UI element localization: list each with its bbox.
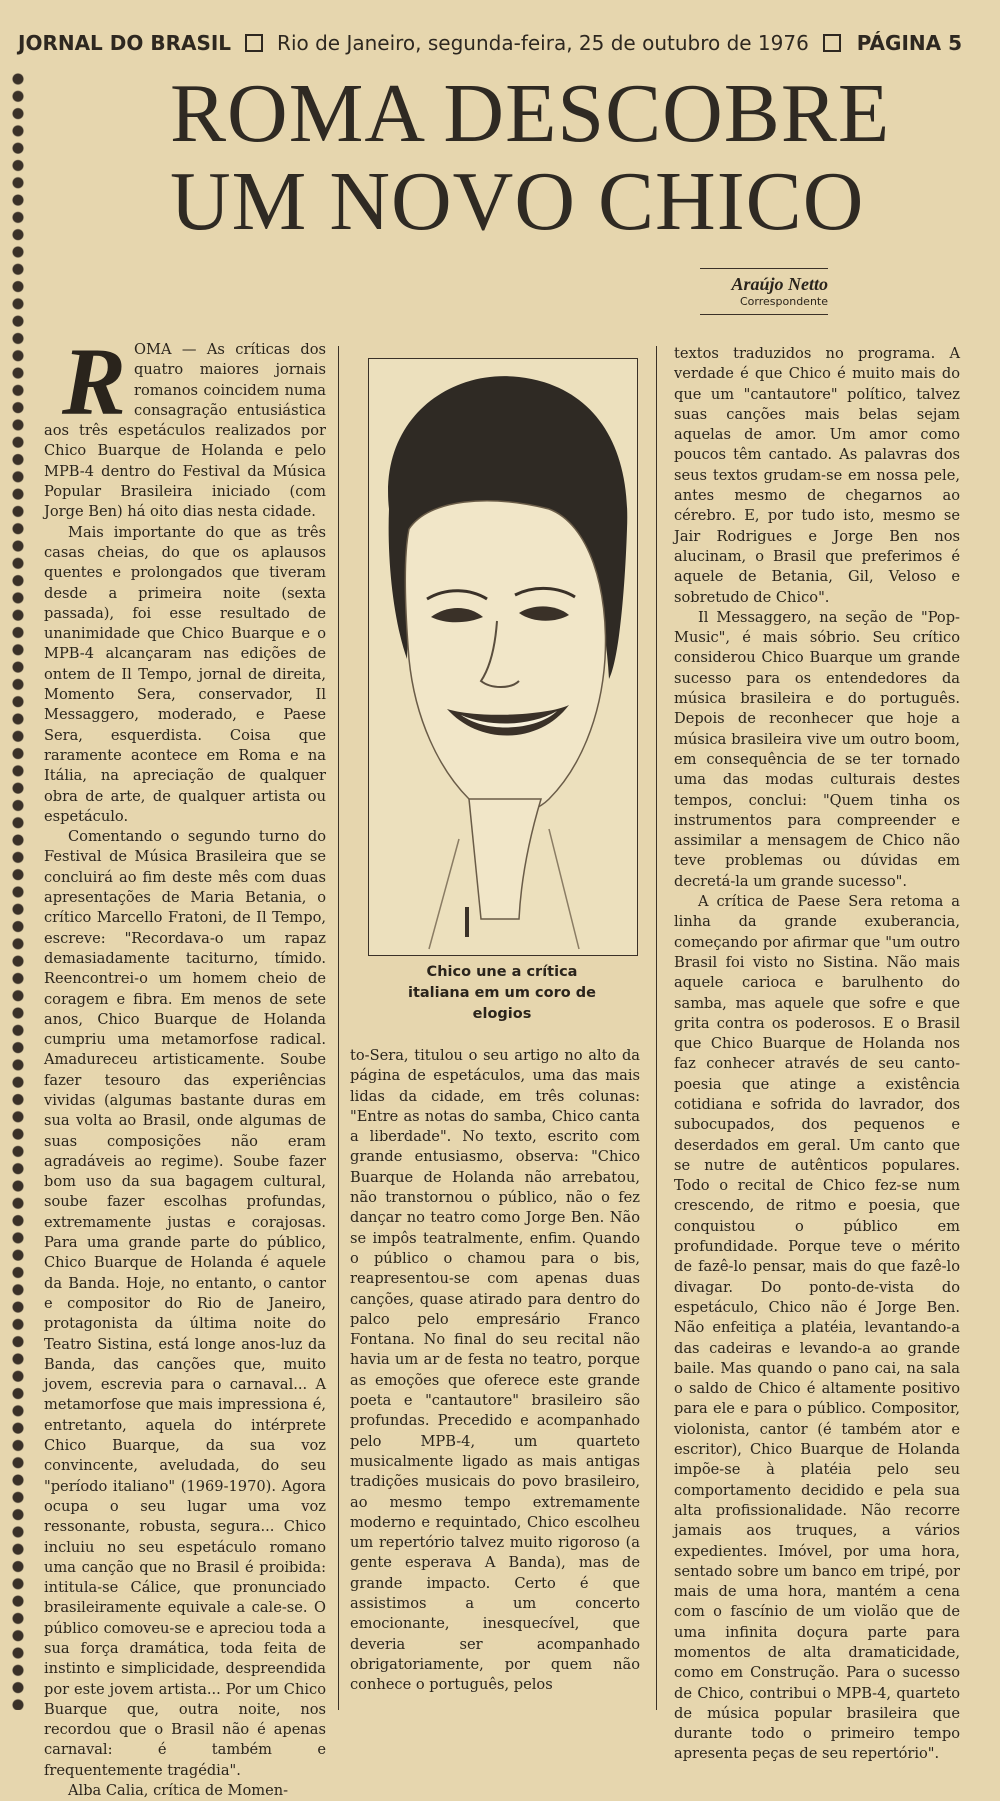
author-role: Correspondente: [739, 295, 828, 308]
paragraph: textos traduzidos no programa. A verdade é que Chico é muito mais do que um "cantautore" político, talvez suas canções mais belas sejam aquelas de amor. Um amor como poucos têm cantado. As palavras dos seus textos grudam-se em nossa pele, antes mesmo de chegarnos ao cérebro. E, por tudo isto, mesmo se Jair Rodrigues e Jorge Ben nos alucinam, o Brasil que preferimos é aquele de Betania, Gil, Veloso e sobretudo de Chico".: [674, 345, 960, 606]
square-bullet-icon: [823, 34, 841, 52]
portrait-photo: [368, 358, 638, 956]
paragraph: Comentando o segundo turno do Festival de Música Brasileira que se concluirá ao fim deste mês com duas apresentações de Maria Betania, o crítico Marcello Fratoni, de Il Tempo, escreve: "Recordava-o um rapaz demasiadamente taciturno, tímido. Reencontrei-o um homem cheio de coragem e fibra. Em menos de sete anos, Chico Buarque de Holanda cumpriu uma metamorfose radical. Amadureceu artisticamente. Soube fazer tesouro das experiências vividas (algumas bastante duras em sua volta ao Brasil, onde algumas de suas composições não eram agradáveis ao regime). Soube fazer bom uso da sua bagagem cultural, soube fazer escolhas profundas, extremamente justas e corajosas. Para uma grande parte do público, Chico Buarque de Holanda é aquele da Banda. Hoje, no entanto, o cantor e compositor do Rio de Janeiro, protagonista da última noite do Teatro Sistina, está longe anos-luz da Banda, das canções que, muito jovem, escrevia para o carnaval... A metamorfose que mais impressiona é, entretanto, aquela do intérprete Chico Buarque, da sua voz convincente, aveludada, do seu "período italiano" (1969-1970). Agora ocupa o seu lugar uma voz ressonante, robusta, segura... Chico incluiu no seu espetáculo romano uma canção que no Brasil é proibida: intitula-se Cálice, que pronunciado brasileiramente equivale a cale-se. O público comoveu-se e apreciou toda a sua força dramática, toda feita de instinto e simplicidade, despreendida por este jovem artista... Por um Chico Buarque que, outra noite, nos recordou que o Brasil não é apenas carnaval: é também e frequentemente tragédia".: [44, 828, 326, 1779]
square-bullet-icon: [245, 34, 263, 52]
article-column-1: [44, 328, 326, 1800]
photo-caption: Chico une a crítica italiana em um coro de elogios: [408, 964, 596, 1022]
paragraph: A crítica de Paese Sera retoma a linha da grande exuberancia, começando por afirmar que "um outro Brasil foi visto no Sistina. Não mais aquele carioca e barulhento do samba, mas aquele que sofre e que grita contra os poderosos. E o Brasil que Chico Buarque de Holanda nos faz conhecer através de seu canto-poesia que atinge a existência cotidiana e sofrida do lavrador, dos subocupados, dos pequenos e deserdados em geral. Um canto que se nutre de autênticos populares. Todo o recital de Chico fez-se num crescendo, de ritmo e poesia, que conquistou o público em profundidade. Porque teve o mérito de fazê-lo pensar, mais do que fazê-lo divagar. Do ponto-de-vista do espetáculo, Chico não é Jorge Ben. Não enfeitiça a platéia, levantando-a das cadeiras e levando-a ao grande baile. Mas quando o pano cai, na sala o saldo de Chico é altamente positivo para ele e para o público. Compositor, violonista, cantor (é também ator e escritor), Chico Buarque de Holanda impõe-se à platéia pelo seu comportamento decidido e pela sua alta profissionalidade. Não recorre jamais aos truques, a vários expedientes. Imóvel, por uma hora, sentado sobre um banco em tripé, por mais de uma hora, mantém a cena com o fascínio de um violão que de uma infinita doçura parte para momentos de alta dramaticidade, como em Construção. Para o sucesso de Chico, contribui o MPB-4, quarteto de música popular brasileira que durante todo o primeiro tempo apresenta peças de seu repertório".: [674, 893, 960, 1763]
column-rule: [338, 346, 339, 1710]
paragraph: to-Sera, titulou o seu artigo no alto da página de espetáculos, uma das mais lidas da cidade, em três colunas: "Entre as notas do samba, Chico canta a liberdade". No texto, escrito com grande entusiasmo, observa: "Chico Buarque de Holanda não arrebatou, não transtornou o público, não o fez dançar no teatro como Jorge Ben. Não se impôs teatralmente, enfim. Quando o público o chamou para o bis, reapresentou-se com apenas duas canções, quase atirado para dentro do palco pelo empresário Franco Fontana. No final do seu recital não havia um ar de festa no teatro, porque as emoções que oferece este grande poeta e "cantautore" brasileiro são profundas. Precedido e acompanhado pelo MPB-4, um quarteto musicalmente ligado as mais antigas tradições musicais do povo brasileiro, ao mesmo tempo extremamente moderno e requintado, Chico escolheu um repertório talvez muito rigoroso (a gente esperava A Banda), mas de grande impacto. Certo é que assistimos a um concerto emocionante, inesquecível, que deveria ser acompanhado obrigatoriamente, por quem não conhece o português, pelos: [350, 1047, 640, 1694]
column-rule: [656, 346, 657, 1710]
article-column-2: [350, 1046, 640, 1710]
page-number: PÁGINA 5: [856, 31, 962, 55]
paragraph: Il Messaggero, na seção de "Pop-Music", é mais sóbrio. Seu crítico considerou Chico Buarque um grande sucesso para os entendedores da música brasileira e do português. Depois de reconhecer que hoje a música brasileira vive um outro boom, em consequência de se ter tornado uma das modas culturais destes tempos, conclui: "Quem tinha os instrumentos para compreender e assimilar a mensagem de Chico não teve problemas ou dúvidas em decretá-la um grande sucesso".: [674, 608, 960, 890]
headline-line-2: UM NOVO CHICO: [170, 155, 865, 248]
paragraph: OMA — As críticas dos quatro maiores jornais romanos coincidem numa consagração entusiástica aos três espetáculos realizados por Chico Buarque de Holanda e pelo MPB-4 dentro do Festival da Música Popular Brasileira iniciado (com Jorge Ben) há oito dias nesta cidade.: [44, 341, 326, 521]
author-name: Araújo Netto: [731, 274, 828, 294]
drop-cap: R: [62, 328, 127, 435]
paragraph: Mais importante do que as três casas cheias, do que os aplausos quentes e prolongados que tiveram desde a primeira noite (sexta passada), foi esse resultado de unanimidade que Chico Buarque e o MPB-4 alcançaram nas edições de ontem de Il Tempo, jornal de direita, Momento Sera, conservador, Il Messaggero, moderado, e Paese Sera, esquerdista. Coisa que raramente acontece em Roma e na Itália, na apreciação de qualquer obra de arte, de qualquer artista ou espetáculo.: [44, 523, 326, 825]
masthead: [18, 28, 962, 58]
byline: [700, 268, 828, 315]
paragraph: Alba Calia, crítica de Momen-: [68, 1782, 289, 1800]
headline-line-1: ROMA DESCOBRE: [170, 67, 891, 160]
paper-name: JORNAL DO BRASIL: [18, 31, 232, 55]
dateline: Rio de Janeiro, segunda-feira, 25 de outubro de 1976: [277, 31, 809, 55]
punched-holes-strip: [8, 70, 28, 1710]
article-column-3: [674, 344, 960, 1763]
portrait-photo-icon: [369, 359, 637, 955]
headline: [170, 67, 891, 248]
